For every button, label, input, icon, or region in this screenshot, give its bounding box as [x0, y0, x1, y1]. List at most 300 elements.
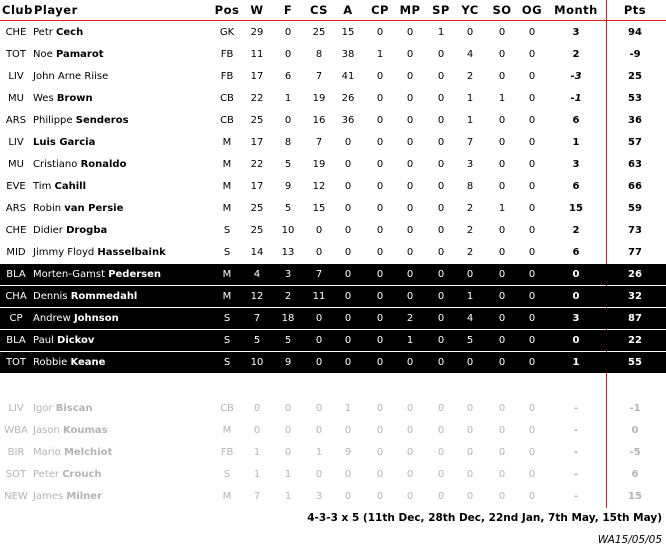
cell-sp: 0 — [437, 357, 445, 368]
cell-a: 15 — [341, 27, 355, 38]
col-header-og: OG — [521, 3, 543, 17]
cell-sp: 0 — [437, 335, 445, 346]
cell-a: 0 — [344, 225, 352, 236]
table-row — [0, 88, 666, 109]
cell-mp: 0 — [406, 491, 414, 503]
player-first-name: John Arne Riise — [33, 71, 109, 82]
cell-yc: 1 — [466, 291, 474, 302]
cell-mp: 0 — [406, 203, 414, 214]
player-last-name: Biscan — [55, 403, 93, 414]
table-row — [0, 22, 666, 43]
cell-w: 0 — [253, 403, 261, 414]
cell-sp: 0 — [437, 447, 445, 459]
cell-pos: S — [223, 313, 231, 324]
cell-club: TOT — [5, 357, 27, 368]
cell-a: 0 — [344, 335, 352, 346]
cell-cp: 0 — [376, 27, 384, 38]
cell-mp: 0 — [406, 291, 414, 302]
cell-cp: 0 — [376, 447, 384, 459]
cell-w: 4 — [253, 269, 261, 280]
player-last-name: Dickov — [57, 335, 95, 346]
cell-w: 25 — [250, 225, 264, 236]
cell-pts: 87 — [628, 313, 642, 324]
cell-f: 0 — [284, 447, 292, 459]
cell-pos: FB — [220, 49, 234, 60]
cell-a: 0 — [344, 469, 352, 481]
cell-cs: 0 — [315, 403, 323, 414]
cell-club: LIV — [8, 137, 24, 148]
cell-mp: 1 — [406, 335, 414, 346]
cell-mp: 0 — [406, 93, 414, 104]
cell-club: MU — [8, 159, 24, 170]
cell-cs: 7 — [315, 137, 323, 148]
cell-a: 0 — [344, 357, 352, 368]
cell-pos: FB — [220, 71, 234, 82]
cell-w: 1 — [253, 469, 261, 481]
cell-yc: 0 — [466, 447, 474, 459]
player-last-name: Drogba — [66, 225, 108, 236]
cell-f: 10 — [281, 225, 295, 236]
cell-pts: 25 — [628, 71, 642, 82]
col-header-f: F — [283, 3, 293, 17]
player-first-name: Igor — [33, 403, 53, 414]
cell-pos: M — [222, 137, 232, 148]
table-row — [0, 154, 666, 175]
player-first-name: Robin — [33, 203, 62, 214]
table-row — [0, 220, 666, 241]
cell-so: 0 — [498, 313, 506, 324]
cell-og: 0 — [528, 357, 536, 368]
table-row — [0, 44, 666, 65]
cell-sp: 0 — [437, 403, 445, 414]
col-header-a: A — [343, 3, 353, 17]
cell-og: 0 — [528, 291, 536, 302]
player-first-name: Morten-Gamst — [33, 269, 105, 280]
cell-cp: 0 — [376, 71, 384, 82]
cell-cp: 0 — [376, 403, 384, 414]
cell-pos: M — [222, 425, 232, 437]
cell-w: 7 — [253, 491, 261, 503]
cell-mp: 0 — [406, 269, 414, 280]
col-header-so: SO — [492, 3, 512, 17]
cell-pts: 59 — [628, 203, 642, 214]
cell-month: 0 — [572, 335, 580, 346]
cell-og: 0 — [528, 159, 536, 170]
cell-so: 0 — [498, 425, 506, 437]
cell-month: 3 — [572, 27, 580, 38]
cell-month: 15 — [569, 203, 583, 214]
cell-so: 0 — [498, 447, 506, 459]
cell-pos: M — [222, 269, 232, 280]
cell-pts: 63 — [628, 159, 642, 170]
cell-og: 0 — [528, 181, 536, 192]
cell-a: 0 — [344, 291, 352, 302]
table-row — [0, 198, 666, 219]
cell-club: MU — [8, 93, 24, 104]
cell-cp: 0 — [376, 181, 384, 192]
cell-pos: GK — [219, 27, 235, 38]
cell-player-name — [33, 398, 211, 419]
cell-player-name — [33, 264, 211, 285]
cell-og: 0 — [528, 469, 536, 481]
table-row — [0, 242, 666, 263]
cell-w: 25 — [250, 115, 264, 126]
cell-cp: 0 — [376, 469, 384, 481]
cell-w: 0 — [253, 425, 261, 437]
cell-month: 3 — [572, 159, 580, 170]
cell-so: 0 — [498, 469, 506, 481]
cell-mp: 0 — [406, 447, 414, 459]
cell-w: 5 — [253, 335, 261, 346]
cell-a: 0 — [344, 181, 352, 192]
cell-mp: 0 — [406, 71, 414, 82]
cell-mp: 0 — [406, 27, 414, 38]
cell-player-name — [33, 242, 211, 263]
cell-player-name — [33, 486, 211, 507]
cell-f: 1 — [284, 93, 292, 104]
cell-player-name — [33, 66, 211, 87]
cell-cp: 0 — [376, 491, 384, 503]
cell-club: NEW — [4, 491, 28, 503]
table-row — [0, 398, 666, 419]
player-last-name: Johnson — [73, 313, 119, 324]
cell-sp: 0 — [437, 159, 445, 170]
cell-og: 0 — [528, 269, 536, 280]
cell-month: 3 — [572, 313, 580, 324]
cell-so: 0 — [498, 71, 506, 82]
cell-yc: 2 — [466, 203, 474, 214]
cell-month: - — [573, 425, 579, 437]
cell-w: 17 — [250, 137, 264, 148]
cell-f: 9 — [284, 357, 292, 368]
cell-sp: 1 — [437, 27, 445, 38]
cell-club: ARS — [5, 203, 27, 214]
cell-f: 0 — [284, 403, 292, 414]
player-first-name: Mario — [33, 447, 61, 459]
cell-so: 0 — [498, 247, 506, 258]
cell-f: 13 — [281, 247, 295, 258]
cell-cp: 0 — [376, 93, 384, 104]
cell-yc: 1 — [466, 115, 474, 126]
cell-yc: 7 — [466, 137, 474, 148]
cell-cs: 15 — [312, 203, 326, 214]
player-first-name: Jimmy Floyd — [33, 247, 95, 258]
cell-cs: 0 — [315, 225, 323, 236]
cell-og: 0 — [528, 447, 536, 459]
cell-yc: 4 — [466, 313, 474, 324]
cell-w: 11 — [250, 49, 264, 60]
cell-club: BIR — [7, 447, 25, 459]
player-first-name: Paul — [33, 335, 54, 346]
cell-club: BLA — [6, 335, 26, 346]
cell-player-name — [33, 198, 211, 219]
cell-w: 22 — [250, 93, 264, 104]
player-last-name: Milner — [66, 491, 103, 503]
cell-sp: 0 — [437, 225, 445, 236]
col-header-pos: Pos — [214, 3, 240, 17]
cell-month: - — [573, 469, 579, 481]
player-first-name: Andrew — [33, 313, 71, 324]
player-first-name: James — [33, 491, 64, 503]
cell-f: 1 — [284, 469, 292, 481]
cell-pts: 66 — [628, 181, 642, 192]
cell-og: 0 — [528, 49, 536, 60]
col-header-month: Month — [554, 3, 598, 17]
cell-a: 9 — [344, 447, 352, 459]
cell-a: 0 — [344, 137, 352, 148]
cell-pos: S — [223, 247, 231, 258]
cell-cs: 8 — [315, 49, 323, 60]
cell-player-name — [33, 154, 211, 175]
cell-f: 8 — [284, 137, 292, 148]
cell-mp: 0 — [406, 225, 414, 236]
cell-cp: 0 — [376, 137, 384, 148]
cell-pts: 22 — [628, 335, 642, 346]
cell-yc: 2 — [466, 225, 474, 236]
cell-w: 14 — [250, 247, 264, 258]
table-row — [0, 442, 666, 463]
cell-so: 0 — [498, 115, 506, 126]
table-row — [0, 420, 666, 441]
cell-pos: M — [222, 291, 232, 302]
cell-pts: 26 — [628, 269, 642, 280]
formation-note: 4-3-3 x 5 (11th Dec, 28th Dec, 22nd Jan, 7th May, 15th May) — [307, 512, 662, 524]
cell-og: 0 — [528, 203, 536, 214]
cell-pts: 55 — [628, 357, 642, 368]
cell-f: 9 — [284, 181, 292, 192]
cell-a: 0 — [344, 247, 352, 258]
cell-cs: 25 — [312, 27, 326, 38]
cell-so: 0 — [498, 49, 506, 60]
cell-cp: 0 — [376, 115, 384, 126]
col-header-cs: CS — [310, 3, 328, 17]
cell-so: 0 — [498, 269, 506, 280]
cell-sp: 0 — [437, 291, 445, 302]
cell-club: CP — [9, 313, 23, 324]
cell-a: 0 — [344, 203, 352, 214]
col-header-sp: SP — [432, 3, 450, 17]
cell-cs: 0 — [315, 335, 323, 346]
cell-club: BLA — [6, 269, 26, 280]
cell-player-name — [33, 420, 211, 441]
player-last-name: Cech — [56, 27, 84, 38]
cell-f: 5 — [284, 203, 292, 214]
cell-so: 1 — [498, 93, 506, 104]
cell-yc: 0 — [466, 269, 474, 280]
cell-yc: 0 — [466, 425, 474, 437]
cell-a: 0 — [344, 159, 352, 170]
cell-so: 0 — [498, 181, 506, 192]
cell-so: 0 — [498, 403, 506, 414]
cell-month: -3 — [570, 71, 582, 82]
cell-pts: 73 — [628, 225, 642, 236]
cell-pts: 77 — [628, 247, 642, 258]
cell-pts: 6 — [631, 469, 639, 481]
cell-so: 0 — [498, 335, 506, 346]
cell-f: 0 — [284, 27, 292, 38]
cell-cp: 0 — [376, 291, 384, 302]
cell-month: -1 — [570, 93, 582, 104]
cell-sp: 0 — [437, 137, 445, 148]
cell-yc: 5 — [466, 335, 474, 346]
cell-cs: 0 — [315, 425, 323, 437]
player-last-name: Pamarot — [55, 49, 104, 60]
cell-player-name — [33, 22, 211, 43]
cell-so: 0 — [498, 225, 506, 236]
cell-sp: 0 — [437, 313, 445, 324]
cell-yc: 1 — [466, 93, 474, 104]
table-row — [0, 66, 666, 87]
table-row — [0, 264, 666, 285]
col-header-pts: Pts — [623, 3, 647, 17]
cell-w: 7 — [253, 313, 261, 324]
cell-month: - — [573, 403, 579, 414]
cell-month: 1 — [572, 137, 580, 148]
cell-cp: 0 — [376, 335, 384, 346]
cell-cs: 0 — [315, 313, 323, 324]
cell-w: 12 — [250, 291, 264, 302]
cell-og: 0 — [528, 71, 536, 82]
cell-so: 0 — [498, 491, 506, 503]
cell-sp: 0 — [437, 115, 445, 126]
cell-f: 6 — [284, 71, 292, 82]
cell-mp: 0 — [406, 247, 414, 258]
table-row — [0, 308, 666, 329]
cell-sp: 0 — [437, 491, 445, 503]
cell-yc: 0 — [466, 469, 474, 481]
cell-pts: 94 — [628, 27, 642, 38]
cell-cs: 7 — [315, 71, 323, 82]
cell-cs: 11 — [312, 291, 326, 302]
cell-f: 0 — [284, 425, 292, 437]
cell-pos: FB — [220, 447, 234, 459]
cell-w: 17 — [250, 181, 264, 192]
cell-player-name — [33, 110, 211, 131]
cell-club: WBA — [4, 425, 28, 437]
player-first-name: Jason — [33, 425, 60, 437]
cell-pos: M — [222, 159, 232, 170]
cell-yc: 0 — [466, 27, 474, 38]
cell-f: 0 — [284, 115, 292, 126]
cell-pos: M — [222, 203, 232, 214]
cell-club: LIV — [8, 403, 24, 414]
player-first-name: Philippe — [33, 115, 73, 126]
cell-f: 3 — [284, 269, 292, 280]
cell-a: 0 — [344, 269, 352, 280]
cell-pos: S — [223, 469, 231, 481]
cell-cs: 12 — [312, 181, 326, 192]
cell-yc: 2 — [466, 71, 474, 82]
cell-club: TOT — [5, 49, 27, 60]
cell-player-name — [33, 44, 211, 65]
player-last-name: Koumas — [62, 425, 108, 437]
table-header-row — [0, 0, 666, 20]
cell-a: 0 — [344, 491, 352, 503]
player-first-name: Didier — [33, 225, 63, 236]
cell-yc: 0 — [466, 357, 474, 368]
cell-f: 5 — [284, 159, 292, 170]
cell-a: 0 — [344, 313, 352, 324]
cell-player-name — [33, 220, 211, 241]
player-last-name: Cahill — [54, 181, 87, 192]
player-last-name: Keane — [70, 357, 106, 368]
cell-yc: 8 — [466, 181, 474, 192]
cell-og: 0 — [528, 335, 536, 346]
cell-club: CHA — [5, 291, 27, 302]
cell-pts: 15 — [628, 491, 642, 503]
cell-player-name — [33, 132, 211, 153]
cell-club: LIV — [8, 71, 24, 82]
cell-a: 38 — [341, 49, 355, 60]
col-header-mp: MP — [399, 3, 421, 17]
cell-club: SOT — [5, 469, 27, 481]
cell-so: 0 — [498, 159, 506, 170]
cell-cp: 0 — [376, 269, 384, 280]
cell-yc: 0 — [466, 491, 474, 503]
col-header-player: Player — [34, 3, 78, 17]
cell-so: 0 — [498, 291, 506, 302]
cell-og: 0 — [528, 491, 536, 503]
cell-pts: 53 — [628, 93, 642, 104]
player-last-name: Pedersen — [108, 269, 162, 280]
cell-cp: 0 — [376, 225, 384, 236]
player-first-name: Cristiano — [33, 159, 78, 170]
player-last-name: Senderos — [75, 115, 129, 126]
cell-sp: 0 — [437, 181, 445, 192]
cell-pos: CB — [220, 403, 234, 414]
player-last-name: Melchiot — [63, 447, 113, 459]
cell-w: 17 — [250, 71, 264, 82]
col-header-yc: YC — [461, 3, 479, 17]
cell-month: 6 — [572, 247, 580, 258]
cell-pos: M — [222, 491, 232, 503]
cell-so: 0 — [498, 27, 506, 38]
cell-sp: 0 — [437, 93, 445, 104]
cell-mp: 0 — [406, 115, 414, 126]
cell-month: - — [573, 491, 579, 503]
cell-pts: 32 — [628, 291, 642, 302]
cell-yc: 2 — [466, 247, 474, 258]
cell-sp: 0 — [437, 203, 445, 214]
player-first-name: Tim — [33, 181, 52, 192]
cell-month: 2 — [572, 225, 580, 236]
cell-month: 0 — [572, 291, 580, 302]
cell-player-name — [33, 352, 211, 373]
table-row — [0, 132, 666, 153]
cell-pts: -1 — [629, 403, 641, 414]
cell-yc: 0 — [466, 403, 474, 414]
player-first-name: Wes — [33, 93, 54, 104]
cell-a: 1 — [344, 403, 352, 414]
player-last-name: Ronaldo — [80, 159, 127, 170]
cell-cp: 0 — [376, 425, 384, 437]
cell-month: 6 — [572, 181, 580, 192]
cell-cp: 0 — [376, 247, 384, 258]
cell-og: 0 — [528, 115, 536, 126]
cell-cs: 7 — [315, 269, 323, 280]
cell-mp: 0 — [406, 137, 414, 148]
player-first-name: Petr — [33, 27, 53, 38]
cell-pts: 0 — [631, 425, 639, 437]
table-row — [0, 110, 666, 131]
player-last-name: Hasselbaink — [97, 247, 166, 258]
cell-pos: S — [223, 335, 231, 346]
cell-mp: 0 — [406, 49, 414, 60]
cell-a: 26 — [341, 93, 355, 104]
cell-sp: 0 — [437, 269, 445, 280]
cell-cs: 1 — [315, 447, 323, 459]
cell-cs: 0 — [315, 469, 323, 481]
